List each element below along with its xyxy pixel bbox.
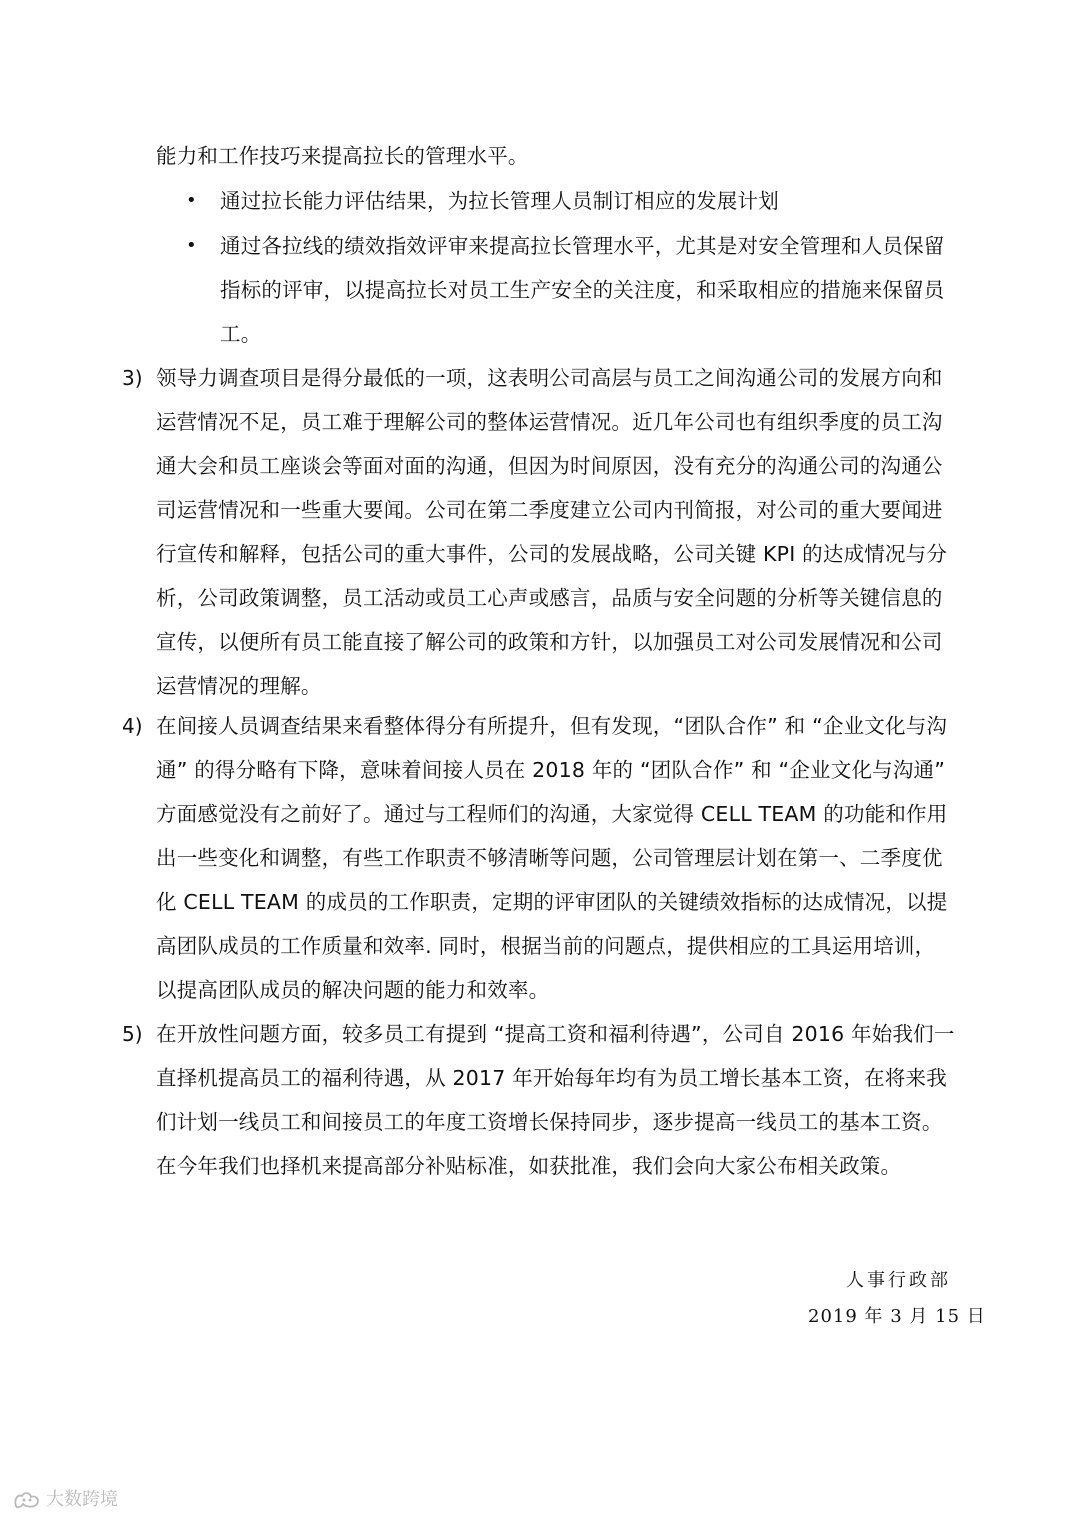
bullet-2-line-1: 通过各拉线的绩效指效评审来提高拉长管理水平，尤其是对安全管理和人员保留 (220, 234, 945, 258)
item-4-line-5: 化 CELL TEAM 的成员的工作职责，定期的评审团队的关键绩效指标的达成情况，以提 (156, 890, 948, 914)
item-5-line-4: 在今年我们也择机来提高部分补贴标准，如获批准，我们会向大家公布相关政策。 (156, 1154, 902, 1178)
signature-date: 2019 年 3 月 15 日 (808, 1306, 986, 1327)
bullet-marker: • (186, 235, 197, 256)
bullet-2-line-2: 指标的评审，以提高拉长对员工生产安全的关注度，和采取相应的措施来保留员 (220, 278, 945, 302)
item-3-line-8: 运营情况的理解。 (156, 674, 322, 698)
item-3-line-3: 通大会和员工座谈会等面对面的沟通，但因为时间原因，没有充分的沟通公司的沟通公 (156, 454, 943, 478)
item-5-line-2: 直择机提高员工的福利待遇，从 2017 年开始每年均有为员工增长基本工资，在将来我 (156, 1066, 947, 1090)
item-3-line-4: 司运营情况和一些重大要闻。公司在第二季度建立公司内刊简报，对公司的重大要闻进 (156, 498, 943, 522)
item-number: 3) (122, 366, 143, 390)
signature-department: 人事行政部 (846, 1270, 951, 1291)
watermark (12, 1488, 118, 1512)
item-4-line-3: 方面感觉没有之前好了。通过与工程师们的沟通，大家觉得 CELL TEAM 的功能和作用 (156, 802, 948, 826)
item-3-line-2: 运营情况不足，员工难于理解公司的整体运营情况。近几年公司也有组织季度的员工沟 (156, 410, 943, 434)
item-3-line-6: 析，公司政策调整，员工活动或员工心声或感言，品质与安全问题的分析等关键信息的 (156, 586, 943, 610)
item-number: 5) (122, 1022, 143, 1046)
item-3-line-1: 领导力调查项目是得分最低的一项，这表明公司高层与员工之间沟通公司的发展方向和 (156, 366, 943, 390)
item-4-line-7: 以提高团队成员的解决问题的能力和效率。 (156, 978, 550, 1002)
bullet-marker: • (186, 190, 197, 211)
bullet-1-line-1: 通过拉长能力评估结果，为拉长管理人员制订相应的发展计划 (220, 189, 779, 213)
bullet-2-line-3: 工。 (220, 322, 262, 346)
item-4-line-4: 出一些变化和调整，有些工作职责不够清晰等问题，公司管理层计划在第一、二季度优 (156, 846, 943, 870)
item-5-line-1: 在开放性问题方面，较多员工有提到 “提高工资和福利待遇”，公司自 2016 年始我们一 (156, 1022, 955, 1046)
item-4-line-2: 通” 的得分略有下降，意味着间接人员在 2018 年的 “团队合作” 和 “企业文化与沟通” (156, 758, 946, 782)
intro-continuation-line: 能力和工作技巧来提高拉长的管理水平。 (156, 144, 529, 168)
item-4-line-1: 在间接人员调查结果来看整体得分有所提升，但有发现，“团队合作” 和 “企业文化与沟 (156, 714, 948, 738)
item-3-line-7: 宣传，以便所有员工能直接了解公司的政策和方针，以加强员工对公司发展情况和公司 (156, 630, 943, 654)
item-number: 4) (122, 714, 143, 738)
item-5-line-3: 们计划一线员工和间接员工的年度工资增长保持同步，逐步提高一线员工的基本工资。 (156, 1110, 943, 1134)
item-4-line-6: 高团队成员的工作质量和效率. 同时，根据当前的问题点，提供相应的工具运用培训， (156, 934, 936, 958)
item-3-line-5: 行宣传和解释，包括公司的重大事件，公司的发展战略，公司关键 KPI 的达成情况与分 (156, 542, 948, 566)
watermark-text: 大数跨境 (46, 1489, 118, 1510)
brand-logo-icon (12, 1489, 42, 1511)
